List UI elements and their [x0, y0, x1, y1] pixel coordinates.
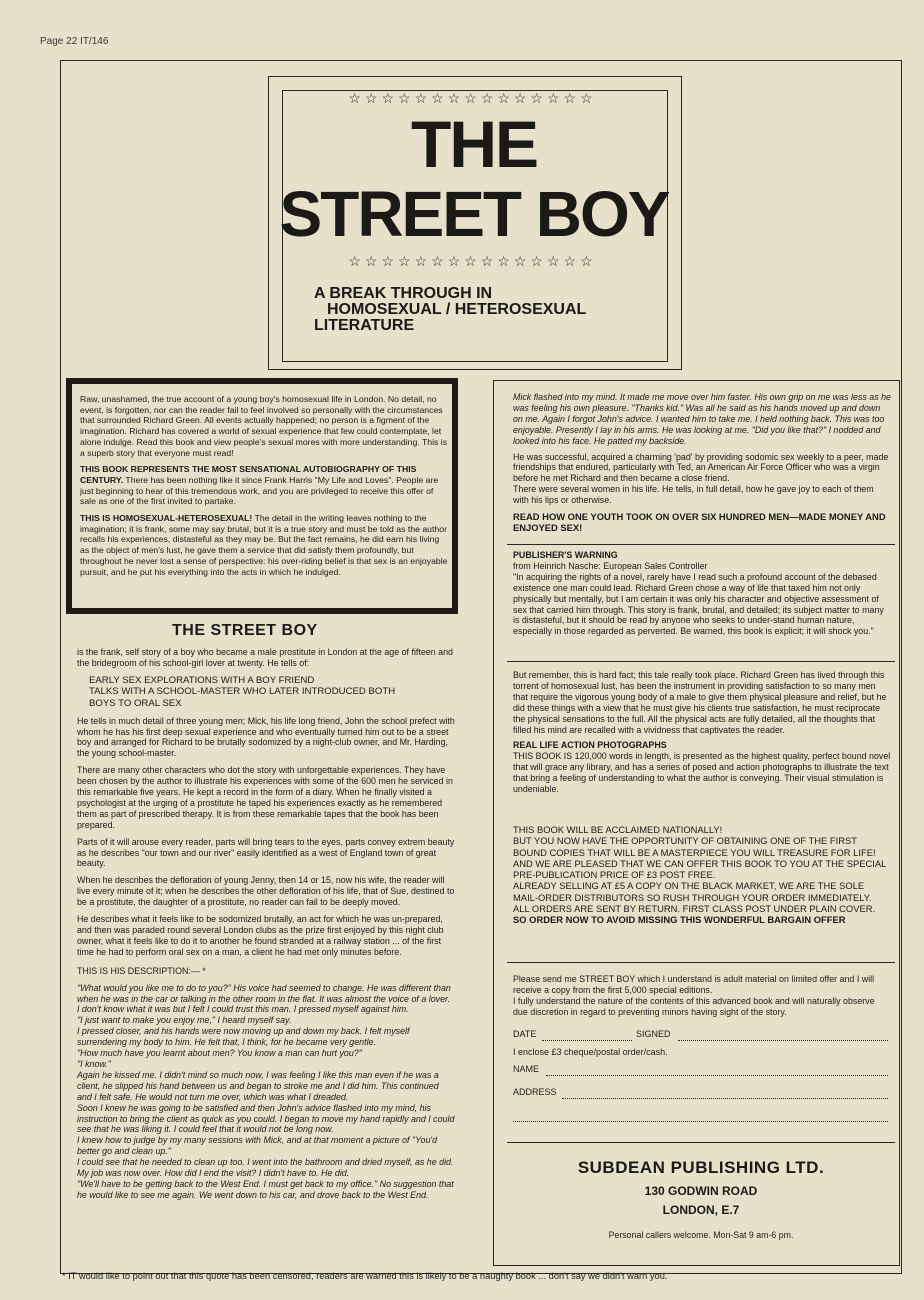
- list-item: TALKS WITH A SCHOOL-MASTER WHO LATER INTRODUCED BOTH: [89, 686, 396, 698]
- bold-callout: READ HOW ONE YOUTH TOOK ON OVER SIX HUNDRED MEN—MADE MONEY AND ENJOYED SEX!: [513, 511, 886, 534]
- subtitle-line-1: A BREAK THROUGH IN: [314, 285, 493, 302]
- order-caps-text: THIS BOOK WILL BE ACCLAIMED NATIONALLY! BUT YOU NOW HAVE THE OPPORTUNITY OF OBTAINING ONE OF THE FIRST BOUND COPIES THAT WILL BE A MASTERPIECE YOU WILL TREASURE FOR LIFE! AND WE ARE PLEASED THAT WE CAN OFFER THIS BOOK TO YOU AT THE SPECIAL PRE-PUBLICATION PRICE OF £3 POST FREE. ALREADY SELLING AT £5 A COPY ON THE BLACK MARKET, WE ARE THE SOLE MAIL-ORDER DISTRIBUTORS SO RUSH THROUGH YOUR ORDER IMMEDIATELY. ALL ORDERS ARE SENT BY RETURN. FIRST CLASS POST UNDER PLAIN COVER.: [513, 824, 887, 915]
- title-street-boy: STREET BOY: [279, 178, 669, 250]
- divider: [507, 661, 895, 662]
- address-label: ADDRESS: [513, 1087, 557, 1097]
- order-callout: [513, 824, 891, 926]
- left-paragraph-2: There are many other characters who dot the story with unforgettable experiences. They have been chosen by the author to illustrate his experiences with some of the 600 men he serviced in this remarkable five years. He kept a record in the form of a diary. When he finally visited a psychologist at the urging of a prostitute he taped his experiences exactly as he remembered them as part of prescribed therapy. It is from these remarkable tapes that the book has been prepared.: [77, 765, 453, 830]
- left-list: [77, 675, 455, 710]
- right-paragraph-2: There were several women in his life. He tells, in full detail, how he gave joy to each of them with his lips or otherwise.: [513, 484, 874, 506]
- left-paragraph-1: He tells in much detail of three young men; Mick, his life long friend, John the school prefect with whom he has his first deep sexual experience and who eventually turned him out to be a street boy and arranged for Richard to be brutally sodomized by a night-club owner, and Mr. Harding, the young school-master.: [77, 715, 455, 759]
- blurb-paragraph-1: Raw, unashamed, the true account of a young boy's homosexual life in London. No detail, no event, is forgotten, nor can the reader fail to feel involved so personally with the circumstances that surrounded Richard Green. All events actually happened; no person is a figment of the imagination. Richard has covered a world of sexual experience that few could contemplate, let alone indulge. Read this book and view people's sexual mores with more understanding. This is a superb story that everyone must read!: [80, 394, 448, 458]
- stars-bottom-decoration: ☆☆☆☆☆☆☆☆☆☆☆☆☆☆☆: [348, 253, 597, 269]
- warning-from: from Heinrich Nasche: European Sales Controller: [513, 560, 708, 571]
- subtitle-line-3: LITERATURE: [314, 317, 415, 334]
- date-label: DATE: [513, 1029, 537, 1039]
- right-column-top: [513, 392, 891, 539]
- address-field-line-2[interactable]: [513, 1121, 888, 1122]
- name-label: NAME: [513, 1064, 540, 1074]
- blurb-p3-rest: The detail in the writing leaves nothing to the imagination; it is frank, some may say brutal, but it is a true story and must be told as the author recalls his experiences, distasteful as they may be. But the fact remains, he did earn his living as the object of men's lust, he gave them a service that did satisfy them profoundly, but throughout he never lost a sense of perspective: his over-riding belief is that sex is an enjoyable pursuit, and he put his everything into the acts in which he indulged.: [80, 513, 448, 577]
- company-address-1: 130 GODWIN ROAD: [644, 1184, 758, 1198]
- list-item: BOYS TO ORAL SEX: [89, 698, 182, 709]
- blurb-paragraph-2: [80, 464, 448, 507]
- blurb-p3-bold: THIS IS HOMOSEXUAL-HETEROSEXUAL!: [80, 513, 253, 524]
- page-number: Page 22 IT/146: [40, 36, 109, 47]
- warning-text: "In acquiring the rights of a novel, rarely have I read such a profound account of the debased existence one man could lead. Richard Green chose a way of life that taxed him not only physically but mentally, but I am certain it was only his character and objective assessment of sex that carried him through. This story is frank, brutal, and detailed; its subject matter to many is distasteful, but it should be read by anyone who seeks to under-stand human nature, especially in those regarded as perverted. Be warned, this book is explicit; it will shock you.": [513, 571, 884, 637]
- date-field[interactable]: [542, 1040, 632, 1041]
- name-field[interactable]: [546, 1075, 888, 1076]
- stars-top-decoration: ☆☆☆☆☆☆☆☆☆☆☆☆☆☆☆: [348, 90, 597, 106]
- signed-label: SIGNED: [636, 1029, 671, 1039]
- order-form-text: Please send me STREET BOY which I understand is adult material on limited offer and I will receive a copy from the first 5,000 special editions. I fully understand the nature of the contents of this advanced book and will naturally observe due discretion in regard to preventing minors having sight of the story.: [513, 974, 875, 1017]
- blurb-paragraph-3: [80, 513, 448, 577]
- blurb-p2-bold: THIS BOOK REPRESENTS THE MOST SENSATIONAL AUTOBIOGRAPHY OF THIS CENTURY.: [80, 464, 417, 485]
- left-paragraph-5: He describes what it feels like to be sodomized brutally, an act for which he was un-prepared, and then was paraded round several London clubs as the prize first enjoyed by this night club owner, what it feels like to do it to another he found stranded at a railway station ... of the first time he had to perform oral sex on a man, a client he had met only minutes before.: [77, 914, 444, 957]
- right-paragraph-1: He was successful, acquired a charming 'pad' by providing sodomic sex weekly to a peer, made friendships that endured, particularly with Ted, an American Air Force Officer who was a virgin before he met Richard and then became a close friend.: [513, 451, 889, 484]
- section-heading-street-boy: THE STREET BOY: [172, 622, 318, 639]
- subtitle-line-2: HOMOSEXUAL / HETEROSEXUAL: [327, 301, 587, 318]
- left-intro: is the frank, self story of a boy who became a male prostitute in London at the age of fifteen and the bridegroom of his school-girl lover at twenty. He tells of:: [77, 647, 453, 668]
- address-field-line-1[interactable]: [562, 1098, 888, 1099]
- blurb-p2-rest: There has been nothing like it since Frank Harris "My Life and Loves". People are just beginning to hear of this tremendous work, and you are privileged to receive this offer of sale as one of the first invited to partake.: [80, 474, 439, 507]
- callers-note: Personal callers welcome. Mon-Sat 9 am-6 pm.: [608, 1230, 794, 1240]
- subtitle: [314, 286, 586, 334]
- warning-heading: PUBLISHER'S WARNING: [513, 550, 618, 560]
- publishers-warning: [513, 550, 891, 637]
- left-column: [77, 647, 455, 1201]
- photos-heading: REAL LIFE ACTION PHOTOGRAPHS: [513, 740, 667, 751]
- left-paragraph-4: When he describes the defloration of young Jenny, then 14 or 15, now his wife, the reader will live every minute of it; when he describes the other defloration of his life, that of Sue, destined to be a prostitute, the daughter of a prostitute, no reader can fail to be deeply moved.: [77, 875, 455, 908]
- right-column-middle: [513, 670, 891, 800]
- divider: [507, 544, 895, 545]
- blurb-text: [80, 394, 448, 583]
- enclose-label: I enclose £3 cheque/postal order/cash.: [513, 1047, 668, 1057]
- company-address-2: LONDON, E.7: [662, 1203, 740, 1217]
- divider: [507, 1142, 895, 1143]
- quote-continuation: Mick flashed into my mind. It made me move over him faster. His own grip on me was less as he was feeling his own pleasure. "Thanks kid." Was all he said as his hands moved up and down on me. Again I forgot John's advice. I wanted him to take me. I held nothing back. This was too enjoyable. Presently I lay in his arms. He was looking at me. "Did you like that?" I nodded and looked into his face. He patted my backside.: [513, 392, 891, 446]
- right-paragraph-3: But remember, this is hard fact; this tale really took place. Richard Green has lived through this torrent of homosexual lust, has been the instrument in providing satisfaction to so many men that require the vigorous young body of a male to give them physical pleasure and relief, but he did these things with a view that he must give his clients true satisfaction, he must reciprocate the physical sensations to the full. All the physical acts are fully detailed, all the thoughts that filled his mind are recalled with a vividness that captivates the reader.: [513, 670, 887, 735]
- footnote: * IT would like to point out that this quote has been censored, readers are warned this is likely to be a naughty book ... don't say we didn't warn you.: [62, 1271, 668, 1281]
- list-item: EARLY SEX EXPLORATIONS WITH A BOY FRIEND: [89, 674, 315, 686]
- photos-text: THIS BOOK IS 120,000 words in length, is presented as the highest quality, perfect bound novel that will grace any library, and has a series of posed and action photographs to illustrate the text that bring a feeling of understanding to what the author is conveying. Their visual stimulation is undeniable.: [513, 751, 891, 795]
- title-the: THE: [411, 107, 537, 181]
- company-name: SUBDEAN PUBLISHING LTD.: [577, 1158, 825, 1177]
- order-now-text: SO ORDER NOW TO AVOID MISSING THIS WONDERFUL BARGAIN OFFER: [513, 914, 846, 926]
- signature-field[interactable]: [678, 1040, 888, 1041]
- divider: [507, 962, 895, 963]
- quote-text: "What would you like me to do to you?" His voice had seemed to change. He was different than when he was in the car or talking in the other room in the flat. It was almost the voice of a lover. I don't know what it was but I felt I could trust this man. I pressed myself against him. "I just want to make you enjoy me," I heard myself say. I pressed closer, and his hands were now moving up and down my back. I felt myself surrendering my body to him. He felt that, I think, for he became very gentle. "How much have you learnt about men? You know a man can hurt you?" "I know." Again he kissed me. I didn't mind so much now, I was feeling I like this man even if he was a client, he slipped his hand between us and began to stroke me and I did him. This continued and I felt safe. He would not turn me over, which was what I dreaded. Soon I knew he was going to be satisfied and then John's advice flashed into my mind, his instruction to bring the client as quick as you could. I began to move my hand rapidly and I could see that he was liking it. I could feel that it would not be long now. I knew how to judge by my many sessions with Mick, and at that moment a picture of "You'd better go and clean up." I could see that he needed to clean up too. I went into the bathroom and dried myself, as he did. My job was now over. How did I end the visit? I didn't have to. He did. "We'll have to be getting back to the West End. I must get back to my office." No suggestion that he would like to see me again. We went down to his car, and drove back to the West End.: [77, 982, 455, 1200]
- left-paragraph-3: Parts of it will arouse every reader, parts will bring tears to the eyes, parts convey extrem beauty as he describes "our town and our river" easily identified as a west of England town of great beauty.: [77, 836, 455, 869]
- description-heading: THIS IS HIS DESCRIPTION:— *: [77, 965, 206, 976]
